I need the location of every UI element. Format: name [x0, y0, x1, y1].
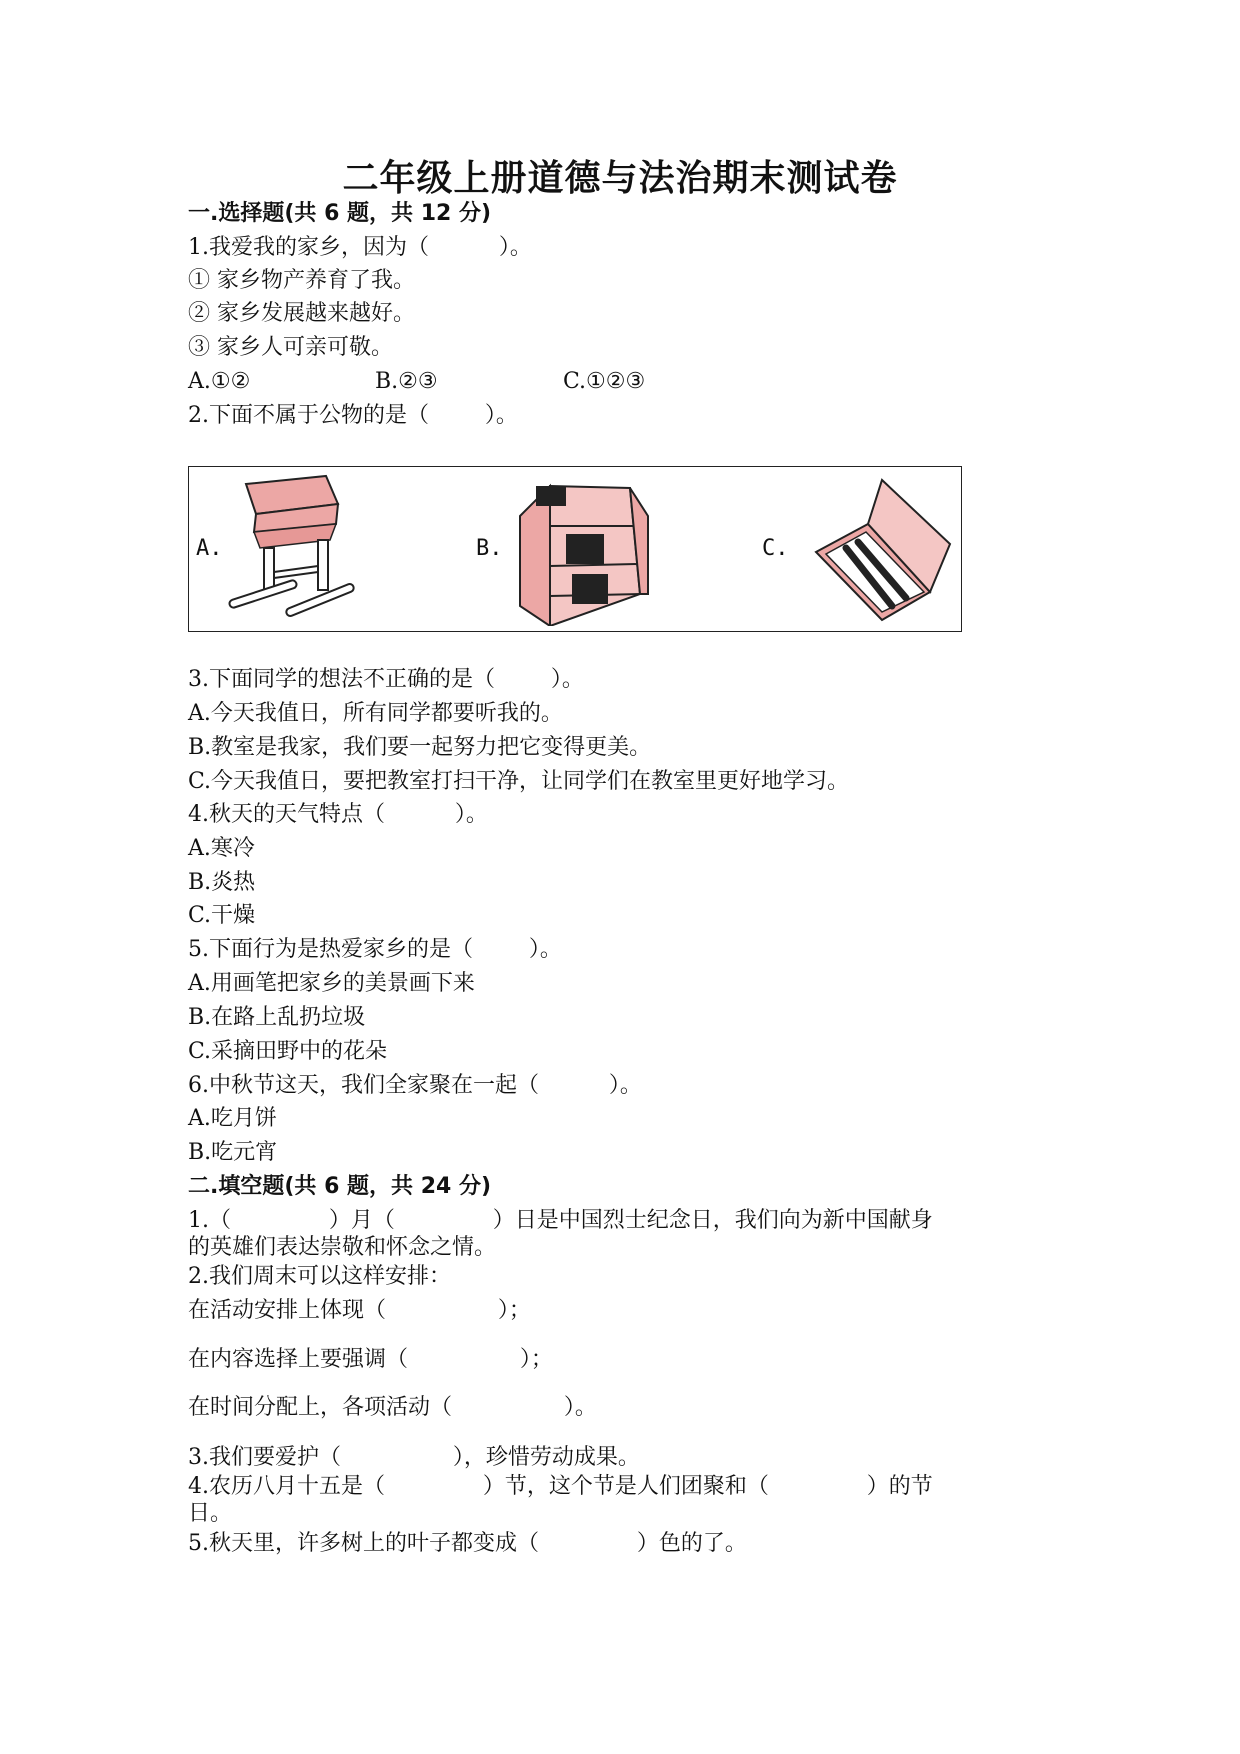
fill-q1-line-1: 1.（ ）月（ ）日是中国烈士纪念日，我们向为新中国献身 [188, 1208, 933, 1233]
pencil-case-illustration [810, 474, 960, 624]
q4-option-a: A.寒冷 [188, 836, 255, 861]
fill-q4-line-2: 日。 [188, 1501, 233, 1526]
q6-option-a: A.吃月饼 [188, 1106, 277, 1131]
q1-item-3: ③ 家乡人可亲可敬。 [188, 335, 393, 360]
fill-q3: 3.我们要爱护（ ），珍惜劳动成果。 [188, 1445, 640, 1470]
fill-q1-line-2: 的英雄们表达崇敬和怀念之情。 [188, 1235, 497, 1260]
q3-option-a: A.今天我值日，所有同学都要听我的。 [188, 701, 563, 726]
school-desk-illustration [218, 470, 368, 630]
section-heading-choice: 一.选择题(共 6 题，共 12 分) [188, 201, 492, 226]
fill-q2-line-1: 在活动安排上体现（ ）； [188, 1298, 531, 1323]
q5-option-b: B.在路上乱扔垃圾 [188, 1005, 366, 1030]
exam-title: 二年级上册道德与法治期末测试卷 [342, 158, 898, 199]
q1-option-b: B.②③ [375, 369, 438, 394]
q4-stem: 4.秋天的天气特点（ ）。 [188, 802, 488, 827]
bookshelf-illustration [510, 476, 660, 626]
q1-stem: 1.我爱我的家乡，因为（ ）。 [188, 235, 532, 260]
q5-option-c: C.采摘田野中的花朵 [188, 1039, 388, 1064]
q5-stem: 5.下面行为是热爱家乡的是（ ）。 [188, 937, 562, 962]
fill-q2-stem: 2.我们周末可以这样安排： [188, 1264, 451, 1289]
q2-label-a: A. [196, 536, 223, 561]
fill-q4-line-1: 4.农历八月十五是（ ）节，这个节是人们团聚和（ ）的节 [188, 1474, 933, 1499]
q3-stem: 3.下面同学的想法不正确的是（ ）。 [188, 667, 584, 692]
q1-option-c: C.①②③ [563, 369, 646, 394]
fill-q5: 5.秋天里，许多树上的叶子都变成（ ）色的了。 [188, 1531, 747, 1556]
q1-option-a: A.①② [188, 369, 251, 394]
q3-option-c: C.今天我值日，要把教室打扫干净，让同学们在教室里更好地学习。 [188, 769, 850, 794]
q6-stem: 6.中秋节这天，我们全家聚在一起（ ）。 [188, 1073, 642, 1098]
q1-item-2: ② 家乡发展越来越好。 [188, 301, 415, 326]
q3-option-b: B.教室是我家，我们要一起努力把它变得更美。 [188, 735, 652, 760]
q5-option-a: A.用画笔把家乡的美景画下来 [188, 971, 475, 996]
fill-q2-line-3: 在时间分配上，各项活动（ ）。 [188, 1395, 597, 1420]
q2-label-c: C. [762, 536, 789, 561]
fill-q2-line-2: 在内容选择上要强调（ ）； [188, 1347, 553, 1372]
section-heading-fill: 二.填空题(共 6 题，共 24 分) [188, 1174, 492, 1199]
q4-option-c: C.干燥 [188, 903, 256, 928]
q2-label-b: B. [476, 536, 503, 561]
q2-stem: 2.下面不属于公物的是（ ）。 [188, 403, 518, 428]
q6-option-b: B.吃元宵 [188, 1140, 278, 1165]
q1-item-1: ① 家乡物产养育了我。 [188, 268, 415, 293]
q4-option-b: B.炎热 [188, 870, 256, 895]
